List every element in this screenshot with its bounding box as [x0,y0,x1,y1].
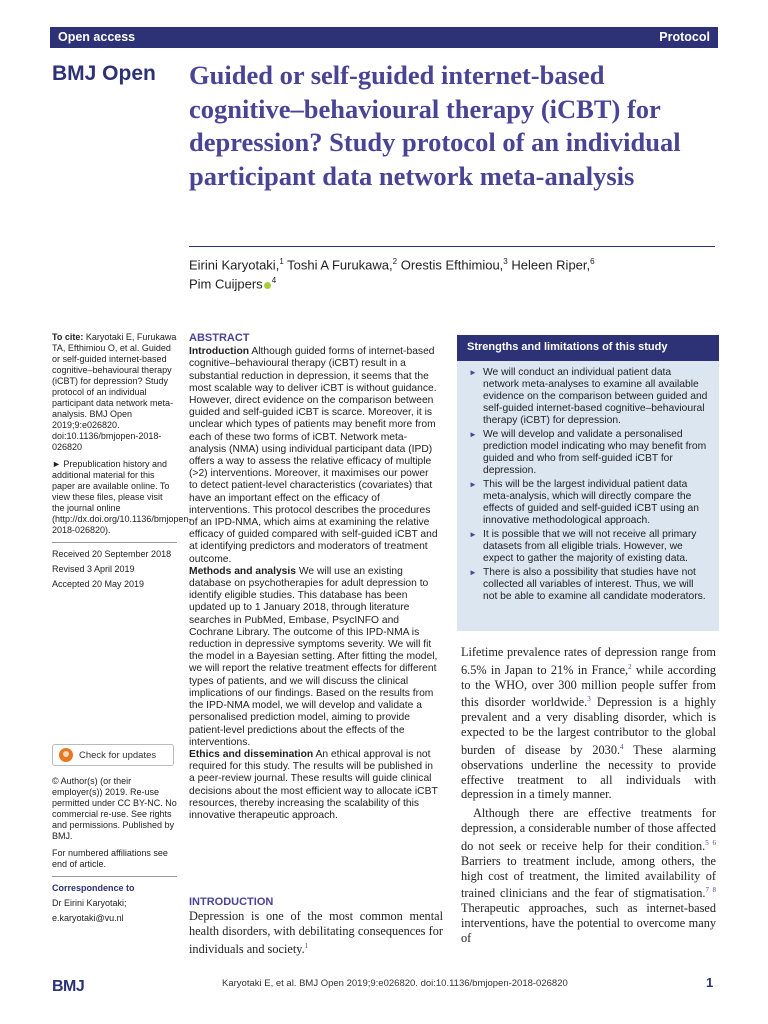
article-sidebar [52,332,192,928]
affiliation-ref: 1 [279,257,284,266]
author-list [189,254,709,293]
open-access-label: Open access [58,30,136,44]
intro-text: Although guided forms of internet-based cognitive–behavioural therapy (iCBT) result in a substantial reduction in depression, it seems that the most scalable way to deliver iCBT is without guidance. However, direct evidence on the comparison between guided and self-guided iCBT is scarce. Moreover, it is unclear which types of patients may benefit more from each of these two forms of iCBT. Network meta-analysis (NMA) using individual participant data (IPD) offers a way to assess the relative efficacy of multiple (>2) interventions. Moreover, it maximises our power to detect patient-level characteristics (covariates) that have an important effect on the efficacy of interventions. This protocol describes the procedures of an IPD-NMA, which aims at examining the relative efficacy of guided compared with self-guided iCBT and at identifying predictors and moderators of treatment outcome. [189,346,438,565]
orcid-icon[interactable] [264,282,271,289]
cite-label: To cite: [52,332,84,342]
reference-link[interactable]: 1 [304,942,309,950]
affiliation-ref: 2 [392,257,398,266]
top-banner [50,27,718,48]
methods-label: Methods and analysis [189,565,297,577]
cite-text: Karyotaki E, Furukawa TA, Efthimiou O, et al. Guided or self-guided internet-based cognitive–behavioural therapy (iCBT) for depression? Study protocol of an individual participant data network meta-analysis. BMJ Open 2019;9:e026820. doi:10.1136/bmjopen-2018-026820 [52,332,177,452]
reference-link[interactable]: 5 6 [705,838,716,847]
body-paragraph [461,806,716,945]
ethics-label: Ethics and dissemination [189,748,314,760]
body-text: Depression is one of the most common mental health disorders, with debilitating consequences for individuals and society. [189,909,443,957]
intro-label: Introduction [189,346,250,358]
author-name[interactable]: Pim Cuijpers [189,276,263,292]
correspondence-email[interactable]: e.karyotaki@vu.nl [52,913,124,923]
introduction-text [189,909,443,957]
strengths-list [457,361,719,603]
introduction-heading: INTRODUCTION [189,896,274,908]
list-item: ► We will develop and validate a personalised prediction model indicating who may benefit from guided and who from self-guided iCBT for depression. [469,429,709,477]
journal-logo: BMJ Open [52,62,156,85]
strengths-heading: Strengths and limitations of this study [457,335,719,361]
check-updates-button[interactable] [52,744,174,766]
strengths-box [457,335,719,631]
abstract-ethics [189,749,439,822]
citation-block [52,332,177,453]
check-updates-label: Check for updates [79,749,157,761]
ethics-text: An ethical approval is not required for this study. The results will be published in a peer-review journal. These results will guide clinical decisions about the most efficient way to allocate iCBT resources, thereby increasing the scalability of this innovative therapeutic approach. [189,748,438,821]
list-item: ► It is possible that we will not receive all primary datasets from all eligible trials. However, we expect to gather the majority of existing data. [469,529,709,565]
body-text: Barriers to treatment include, among others, the high cost of treatment, the limited availability of trained clinicians and the fear of stigmatisation. [461,853,716,901]
reference-link[interactable]: 7 8 [705,886,717,895]
abstract-heading: ABSTRACT [189,332,250,344]
body-text: These alarming observations underline the necessity to provide effective treatment to all individuals with depression in a timely manner. [461,743,716,802]
body-text: Lifetime prevalence rates of depression range from 6.5% in Japan to 21% in France, [461,645,716,677]
methods-text: We will use an existing database on psychotherapies for adult depression to identify eligible studies. This database has been updated up to 1 January 2018, through literature searches in PubMed, Embase, PsycINFO and Cochrane Library. The outcome of this IPD-NMA is reduction in depressive symptoms severity. We will fit the model in a Bayesian setting. After fitting the model, we will report the relative treatment effects for different types of patients, and we will discuss the clinical implications of our findings. Based on the results from the IPD-NMA model, we will develop and validate a personalised prediction model, aiming to provide patient-level predictions about the effects of the interventions. [189,565,438,748]
body-right-column [461,645,716,950]
article-type-label: Protocol [659,30,710,44]
reference-link[interactable]: 4 [620,742,624,751]
accepted-date: Accepted 20 May 2019 [52,579,145,589]
received-date: Received 20 September 2018 [52,549,172,559]
body-text: Although there are effective treatments for depression, a considerable number of those affected do not seek or receive help for their condition. [461,806,716,853]
body-paragraph [461,645,716,802]
prepub-note[interactable]: ► Prepublication history and additional material for this paper are available online. To view these files, please visit the journal online (http://dx.doi.org/10.1136/bmjopen-2018-026820). [52,459,192,535]
author-name[interactable]: Orestis Efthimiou, [397,257,504,273]
crossmark-icon [59,748,73,762]
abstract-methods [189,566,439,749]
title-divider [189,246,715,247]
affiliation-ref: 4 [271,276,277,286]
affiliation-ref: 6 [590,257,595,266]
bmj-logo: BMJ [52,978,85,995]
affiliation-ref: 3 [503,257,508,266]
abstract-section [189,332,439,822]
divider [52,876,177,877]
divider [52,542,177,543]
affiliations-note: For numbered affiliations see end of article. [52,848,168,869]
author-name[interactable]: Eirini Karyotaki, [189,257,280,273]
footer-citation: Karyotaki E, et al. BMJ Open 2019;9:e026820. doi:10.1136/bmjopen-2018-026820 [222,978,568,989]
body-text: while according to the WHO, over 300 million people suffer from this disorder worldwide. [461,662,717,710]
body-text: Therapeutic approaches, such as internet-based interventions, have the potential to overcome many of [461,901,716,945]
list-item: ► We will conduct an individual patient data network meta-analyses to examine all available evidence on the comparison between guided and self-guided internet-based cognitive–behavioural therapy (iCBT) for depression. [469,367,709,427]
page-number: 1 [706,975,714,990]
list-item: ► There is also a possibility that studies have not collected all variables of interest. Thus, we will not be able to examine all candidate moderators. [469,567,709,603]
body-text: Depression is a highly prevalent and a very disabling disorder, which is expected to be the largest contributor to the global burden of disease by 2030. [461,695,716,758]
correspondence-title: Correspondence to [52,883,135,893]
abstract-introduction [189,346,439,566]
copyright-note: © Author(s) (or their employer(s)) 2019. Re-use permitted under CC BY-NC. No commercial re-use. See rights and permissions. Published by BMJ. [52,776,177,841]
correspondence-name: Dr Eirini Karyotaki; [52,898,127,908]
author-name[interactable]: Heleen Riper, [507,257,591,273]
reference-link[interactable]: 3 [587,695,591,704]
author-name[interactable]: Toshi A Furukawa, [283,257,393,273]
article-title: Guided or self-guided internet-based cognitive–behavioural therapy (iCBT) for depression? Study protocol of an individual participant data network meta-analysis [189,60,681,191]
introduction-section [189,896,443,957]
reference-link[interactable]: 2 [628,662,632,671]
revised-date: Revised 3 April 2019 [52,564,135,574]
list-item: ► This will be the largest individual patient data meta-analysis, which will directly compare the effects of guided and self-guided iCBT using an innovative methodological approach. [469,479,709,527]
